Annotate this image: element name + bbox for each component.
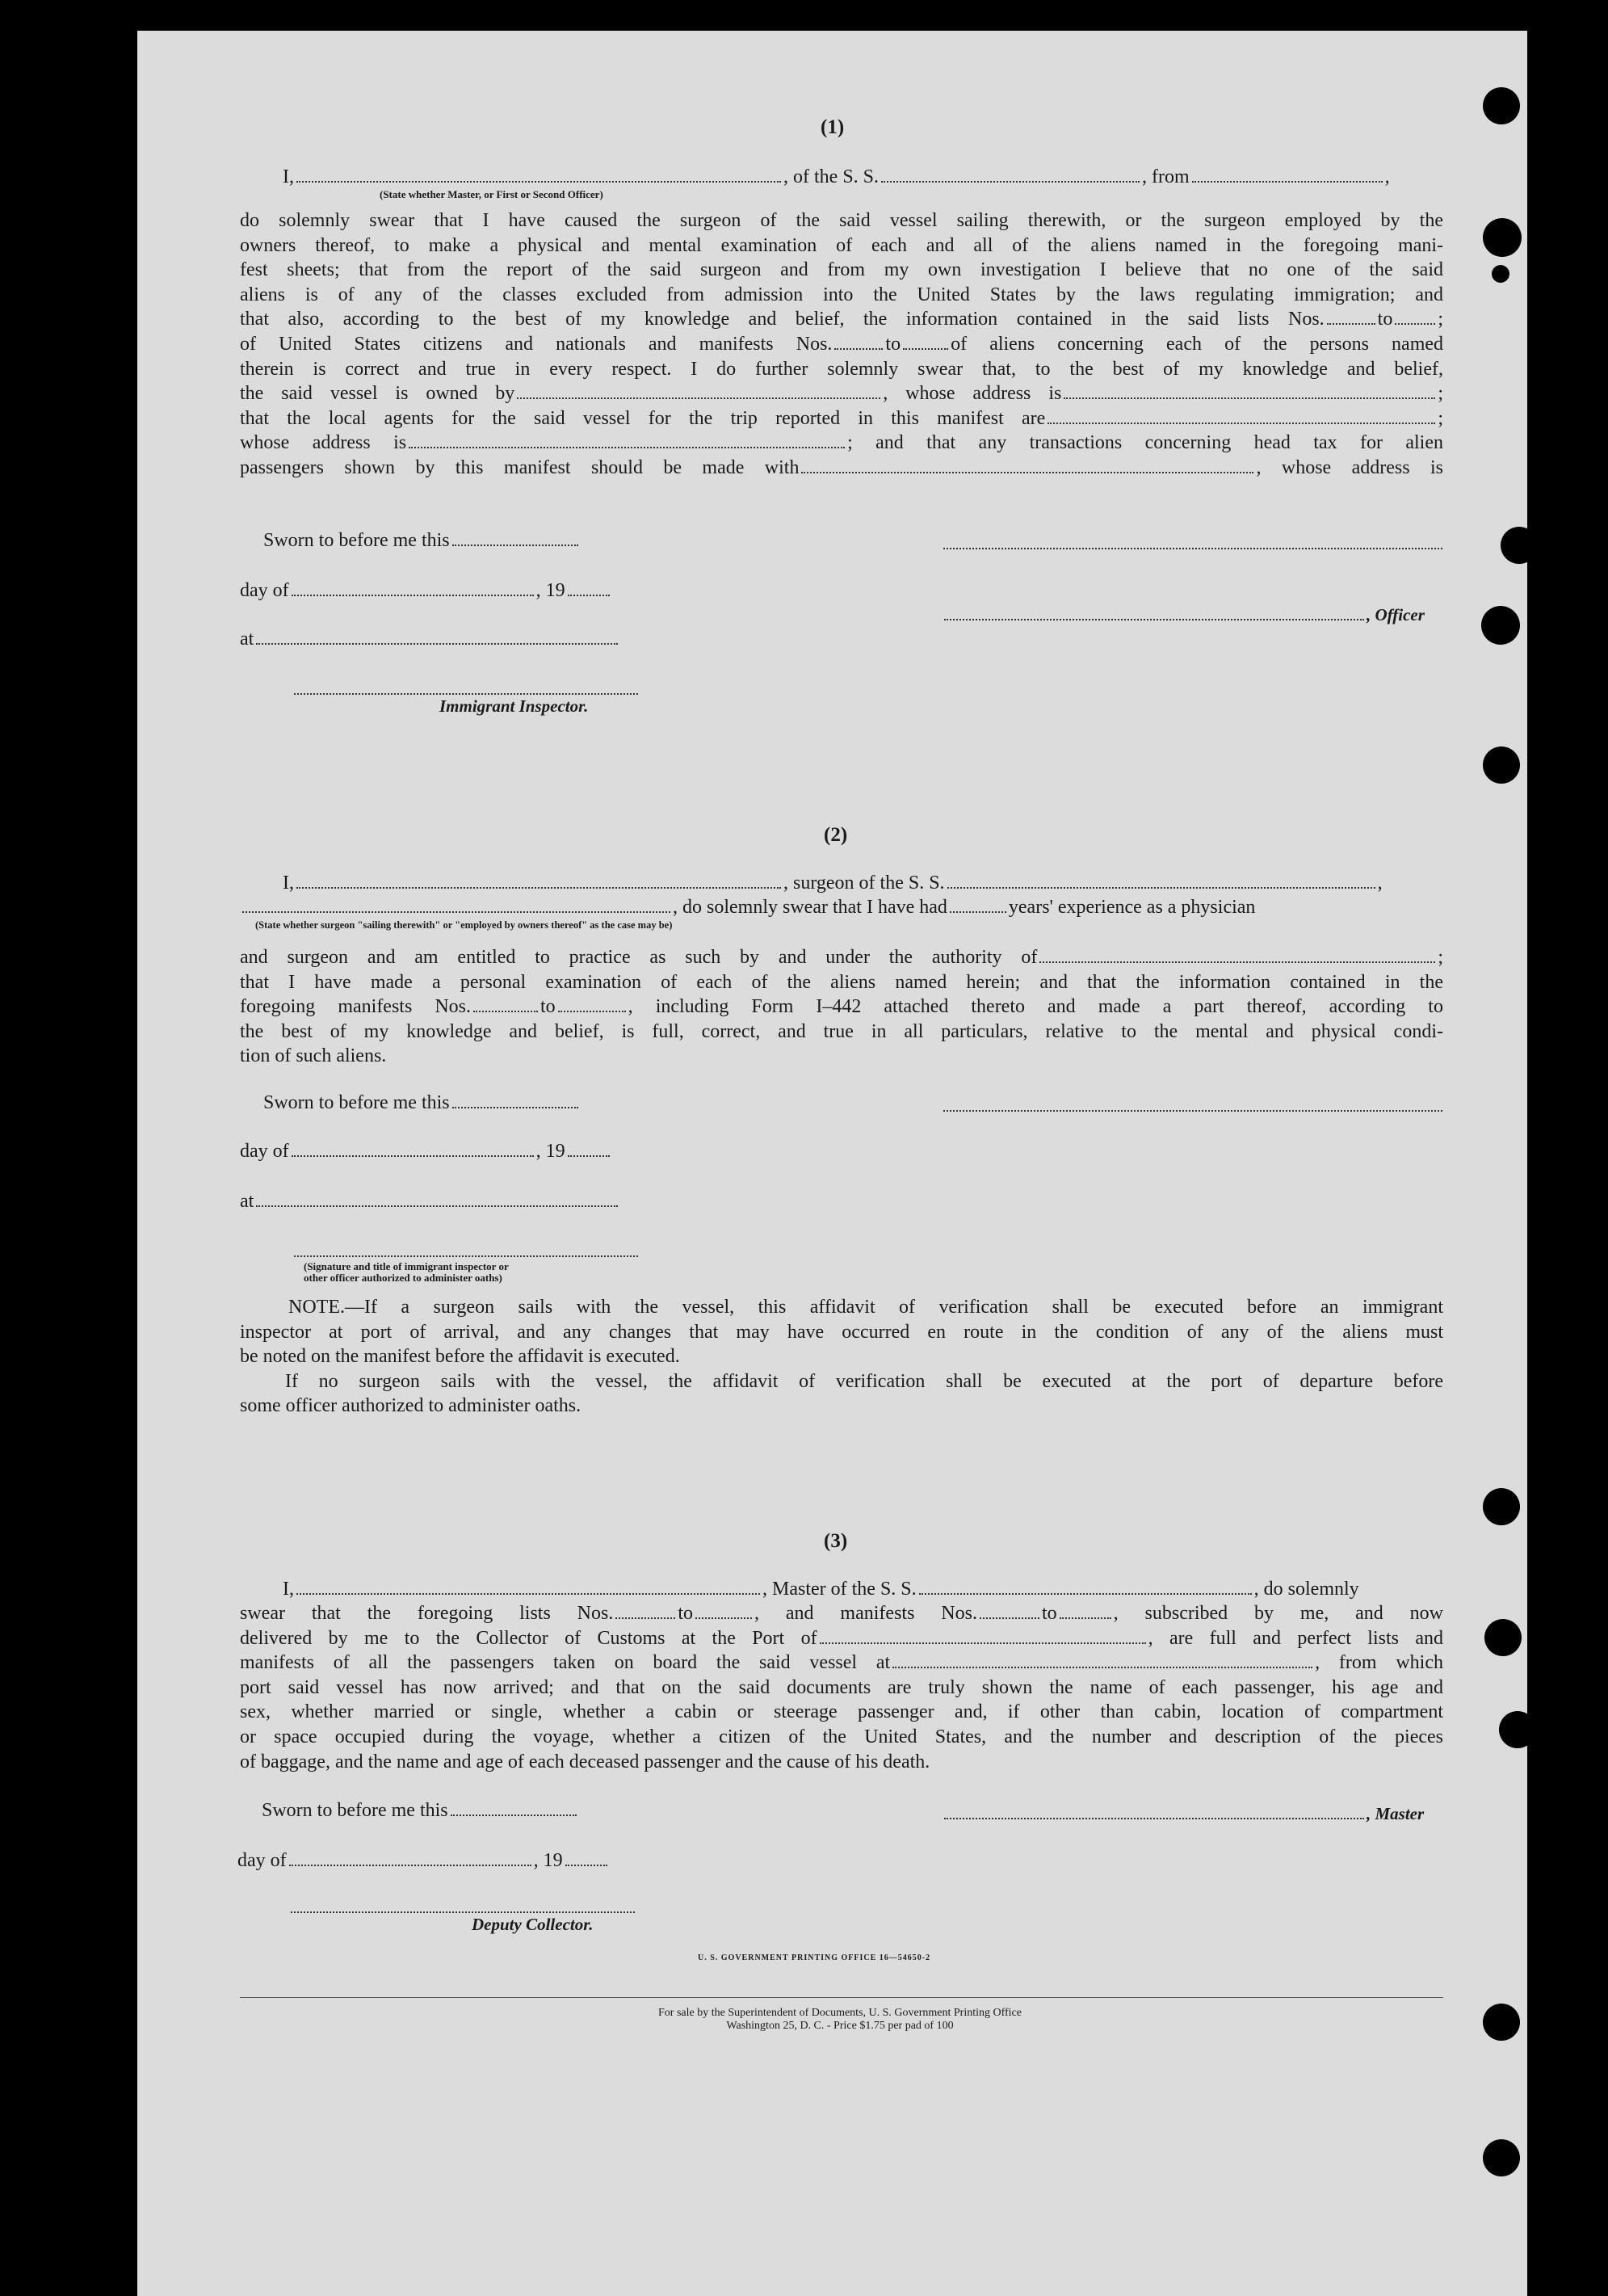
punch-hole-icon: [1483, 2139, 1520, 2176]
s1-text-line: fest sheets; that from the report of the said surgeon and from my own investigation I believe that no one of the said: [240, 259, 1443, 281]
s3-day-month-field[interactable]: [289, 1865, 531, 1866]
s2-manifest-from-field[interactable]: [473, 1011, 538, 1012]
alien-manifest-from-field[interactable]: [834, 348, 883, 350]
footer-divider: [240, 1997, 1443, 1998]
s1-year-field[interactable]: [568, 595, 610, 596]
s1-sworn-date-field[interactable]: [452, 545, 578, 546]
footer-line-1: For sale by the Superintendent of Documents, U. S. Government Printing Office: [658, 2007, 1022, 2019]
s3-manifests-to-field[interactable]: [1060, 1617, 1111, 1619]
head-tax-contact-field[interactable]: [801, 472, 1253, 473]
s1-text-line: aliens is of any of the classes excluded from admission into the United States by the laws regulating immigration; and: [240, 284, 1443, 305]
s2-surgeon-name-field[interactable]: [242, 911, 670, 913]
s3-line-1: I, , Master of the S. S. , do solemnly: [283, 1579, 1359, 1600]
s2-surgeon-type-field[interactable]: [296, 887, 781, 889]
s1-line-1: I, , of the S. S. , from ,: [283, 166, 1390, 187]
s3-lists-from-field[interactable]: [615, 1617, 675, 1619]
owner-field[interactable]: [517, 397, 880, 399]
punch-hole-icon: [1499, 1711, 1536, 1748]
s2-paragraph: and surgeon and am entitled to practice as such by and under the authority of ; that I have made a personal examination of each of the aliens named herein; and that the information contained in the foregoing manifests Nos. to , including Form I–442 attached thereto and made a part thereof, according to the best of my knowledge and belief, is full, correct, and true in all particulars, relative to the mental and physical condi- tion of such aliens.: [240, 947, 1443, 1067]
s1-of-ss: , of the S. S.: [783, 166, 880, 187]
punch-hole-icon: [1483, 2004, 1520, 2041]
s3-master-row: , Master: [942, 1802, 1424, 1827]
s3-sworn-date-field[interactable]: [451, 1815, 577, 1816]
s2-signature-label-2: other officer authorized to administer oaths): [304, 1272, 502, 1284]
s2-sworn-row: Sworn to before me this: [263, 1091, 581, 1116]
s1-text-line: therein is correct and true in every respect. I do further solemnly swear that, to the best of my knowledge and belief,: [240, 358, 1443, 380]
ship-name-field[interactable]: [881, 181, 1140, 183]
alien-manifest-to-field[interactable]: [903, 348, 948, 350]
punch-hole-icon: [1481, 606, 1520, 645]
from-port-field[interactable]: [1192, 181, 1383, 183]
s1-officer-name-field[interactable]: [944, 619, 1364, 620]
s2-manifest-to-field[interactable]: [558, 1011, 626, 1012]
gpo-imprint: U. S. GOVERNMENT PRINTING OFFICE 16—54650-2: [698, 1953, 931, 1962]
s1-paragraph: [240, 208, 1443, 481]
s1-dayof-row: day of , 19: [240, 578, 612, 603]
s2-dayof-row: day of , 19: [240, 1139, 612, 1164]
local-agents-field[interactable]: [1048, 423, 1435, 424]
s3-master-name-field[interactable]: [296, 1593, 760, 1595]
s3-collector-label: Deputy Collector.: [472, 1915, 594, 1934]
s2-ship-name-field[interactable]: [947, 887, 1375, 889]
s1-place-field[interactable]: [256, 643, 618, 645]
s2-signature-label: (Signature and title of immigrant inspector or: [304, 1260, 509, 1272]
s1-text-line: the said vessel is owned by , whose address is ;: [240, 383, 1444, 405]
s1-text-line: that the local agents for the said vessel for the trip reported in this manifest are ;: [240, 407, 1443, 429]
footer-line-2: Washington 25, D. C. - Price $1.75 per pad of 100: [726, 2020, 954, 2032]
section-1-heading: (1): [821, 116, 845, 138]
s2-years-field[interactable]: [950, 911, 1006, 913]
s1-text-line: of United States citizens and nationals and manifests Nos. to of aliens concerning each of the persons named: [240, 333, 1444, 355]
s2-note: NOTE.—If a surgeon sails with the vessel, this affidavit of verification shall be executed before an immigrant inspector at port of arrival, and any changes that may have occurred en route in the condition of any of the aliens must be noted on the manifest before the affidavit is executed. If no surgeon sails with the vessel, the affidavit of verification shall be executed at the port of departure before some officer authorized to administer oaths.: [240, 1297, 1443, 1417]
s1-officer-signature-line[interactable]: [943, 548, 1442, 549]
s1-inspector-label: Immigrant Inspector.: [439, 696, 589, 716]
s3-ship-name-field[interactable]: [919, 1593, 1252, 1595]
s3-sworn-row: Sworn to before me this: [262, 1798, 579, 1823]
s2-year-field[interactable]: [568, 1155, 610, 1157]
s1-from: , from: [1142, 166, 1190, 187]
s3-master-signature-field[interactable]: [944, 1818, 1364, 1819]
punch-hole-icon: [1483, 746, 1520, 784]
s2-place-field[interactable]: [256, 1205, 618, 1207]
s3-collector-signature-line[interactable]: [291, 1911, 635, 1913]
s2-at-row: at: [240, 1189, 620, 1214]
s2-inspector-signature-line[interactable]: [294, 1255, 638, 1257]
punch-hole-icon: [1492, 265, 1509, 283]
s3-manifests-from-field[interactable]: [980, 1617, 1039, 1619]
footer-text: [485, 2007, 1195, 2033]
s1-sworn-row: Sworn to before me this: [263, 528, 581, 553]
section-2-heading: (2): [824, 824, 848, 846]
s3-year-field[interactable]: [565, 1865, 607, 1866]
agents-address-field[interactable]: [409, 447, 845, 448]
s1-text-line: whose address is ; and that any transactions concerning head tax for alien: [240, 432, 1443, 454]
s3-port-field[interactable]: [820, 1642, 1146, 1644]
citizen-list-from-field[interactable]: [1327, 323, 1375, 325]
s2-authority-field[interactable]: [1039, 961, 1435, 963]
punch-hole-icon: [1483, 1488, 1520, 1525]
section-3-heading: (3): [824, 1530, 848, 1552]
s2-surgeon-signature-line[interactable]: [943, 1110, 1442, 1112]
s2-sworn-date-field[interactable]: [452, 1107, 578, 1108]
punch-hole-icon: [1484, 1619, 1522, 1656]
officer-title-field[interactable]: [296, 181, 781, 183]
s2-sublabel: (State whether surgeon "sailing therewith" or "employed by owners thereof" as the case may be): [255, 919, 673, 931]
s3-embark-port-field[interactable]: [892, 1667, 1312, 1668]
s1-officer-sublabel: (State whether Master, or First or Second Officer): [380, 188, 603, 200]
punch-hole-icon: [1501, 527, 1538, 564]
punch-hole-icon: [1483, 218, 1522, 257]
citizen-list-to-field[interactable]: [1395, 323, 1435, 325]
s1-inspector-signature-line[interactable]: [294, 693, 638, 695]
s3-dayof-row: day of , 19: [237, 1848, 610, 1873]
punch-hole-icon: [1483, 87, 1520, 124]
s1-text-line: do solemnly swear that I have caused the surgeon of the said vessel sailing therewith, or the surgeon employed by the: [240, 210, 1443, 231]
s1-at-row: at: [240, 627, 620, 652]
s1-text-line: owners thereof, to make a physical and mental examination of each and all of the aliens named in the foregoing mani-: [240, 234, 1443, 256]
s3-lists-to-field[interactable]: [695, 1617, 752, 1619]
s2-day-month-field[interactable]: [292, 1155, 534, 1157]
s1-i: I,: [283, 166, 294, 187]
s3-paragraph: swear that the foregoing lists Nos. to , and manifests Nos. to , subscribed by me, and now delivered by me to the Collector of Customs at the Port of , are full and perfect lists and manifests of all the passengers taken on board the said vessel at , from which port said vessel has now arrived; and that on the said documents are truly shown the name of each passenger, his age and sex, whether married or single, whether a cabin or steerage passenger and, if other than cabin, location of compartment or space occupied during the voyage, whether a citizen of the United States, and the number and description of the pieces of baggage, and the name and age of each deceased passenger and the cause of his death.: [240, 1603, 1443, 1772]
s1-officer-row: , Officer: [942, 603, 1425, 628]
s2-line-2: , do solemnly swear that I have had years' experience as a physician: [240, 895, 1255, 920]
s1-text-line: that also, according to the best of my knowledge and belief, the information contained in the said lists Nos. to ;: [240, 309, 1443, 330]
owner-address-field[interactable]: [1064, 397, 1435, 399]
s2-line-1: I, , surgeon of the S. S. ,: [283, 873, 1383, 894]
s1-day-month-field[interactable]: [292, 595, 534, 596]
s1-text-line: passengers shown by this manifest should be made with , whose address is: [240, 456, 1443, 478]
